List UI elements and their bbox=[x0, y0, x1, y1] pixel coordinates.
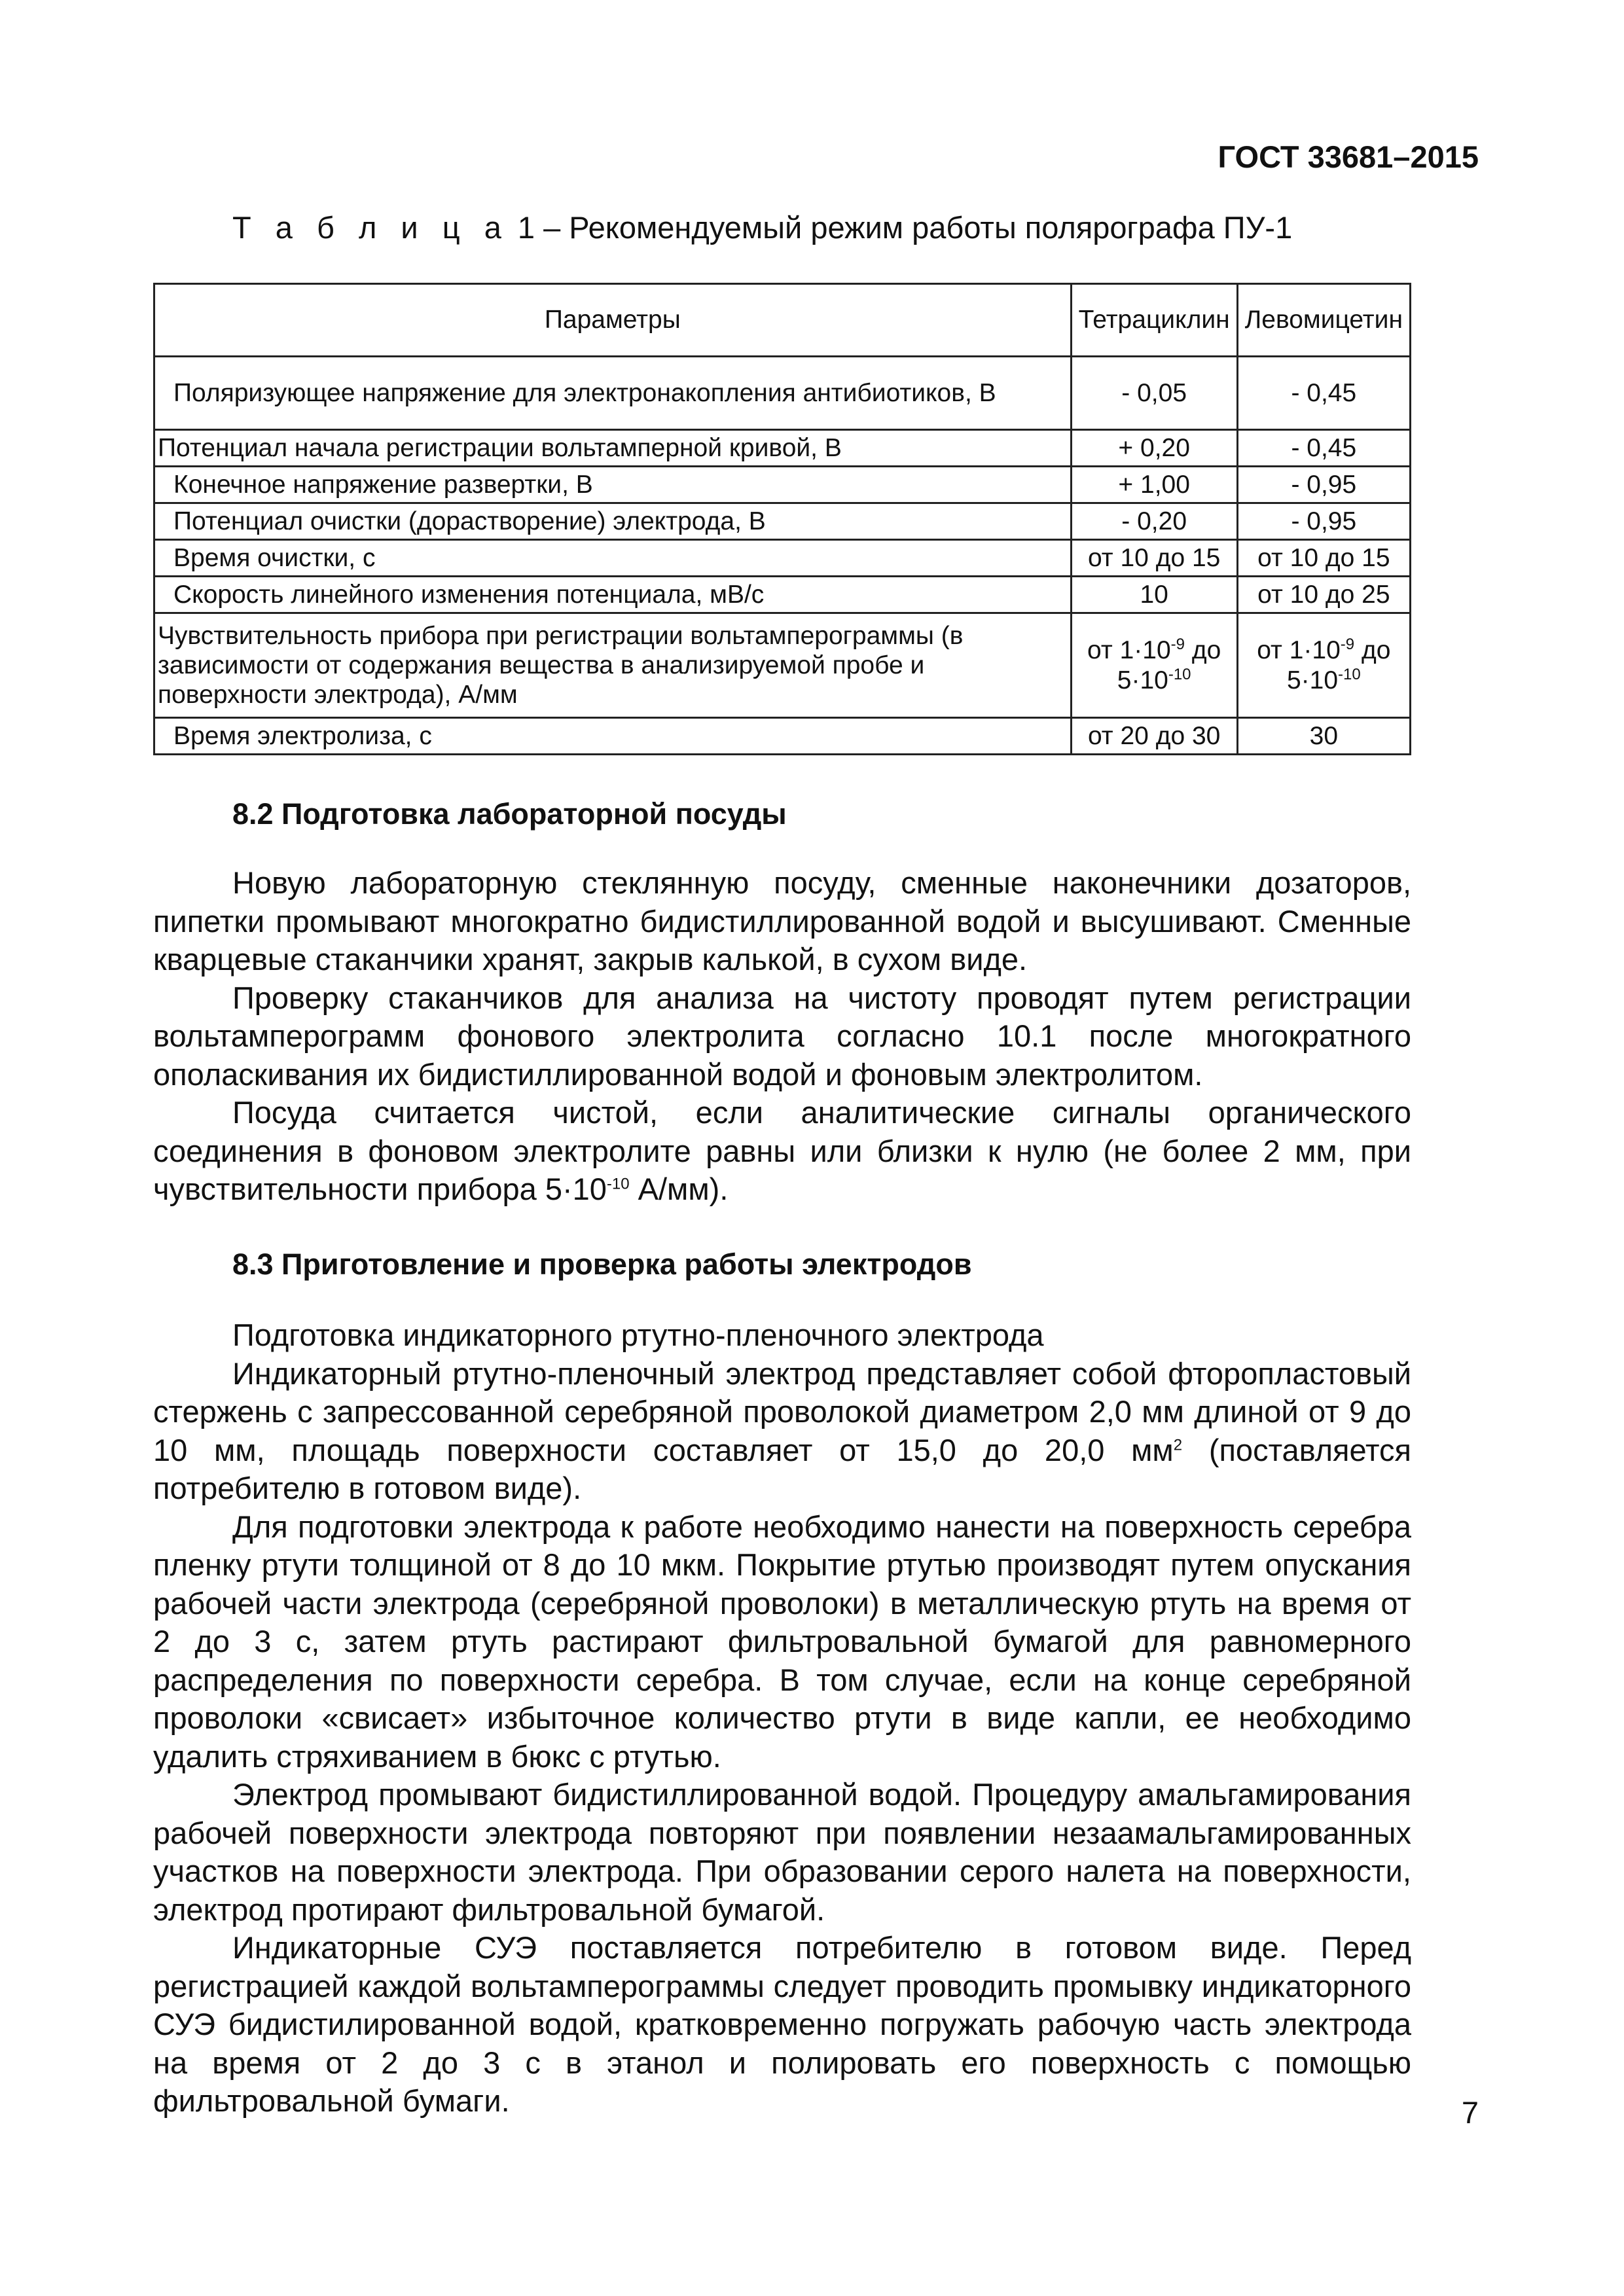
tetracycline-cell: - 0,05 bbox=[1071, 357, 1237, 430]
exponent: 2 bbox=[1173, 1435, 1183, 1454]
value-text: от 1·10 bbox=[1087, 636, 1171, 665]
table-row bbox=[154, 613, 1411, 718]
exponent: -10 bbox=[606, 1175, 630, 1193]
paragraph: Индикаторные СУЭ поставляется потребителю в готовом виде. Перед регистрацией каждой вольтамперограммы следует проводить промывку индикаторного СУЭ бидистилированной водой, кратковременно погружать рабочую часть электрода на время от 2 до 3 с в этанол и полировать его поверхность с помощью фильтровальной бумаги. bbox=[153, 1930, 1411, 2118]
param-cell: Конечное напряжение развертки, В bbox=[154, 467, 1072, 503]
levomycetin-cell: - 0,95 bbox=[1237, 503, 1410, 540]
param-cell: Поляризующее напряжение для электронакопления антибиотиков, В bbox=[154, 357, 1072, 430]
table-caption-text: 1 – Рекомендуемый режим работы полярографа ПУ-1 bbox=[509, 210, 1293, 245]
column-header-params: Параметры bbox=[154, 284, 1072, 357]
section-8-3-body bbox=[153, 1316, 1411, 2121]
tetracycline-cell: + 0,20 bbox=[1071, 430, 1237, 467]
levomycetin-cell: - 0,45 bbox=[1237, 357, 1410, 430]
param-cell: Время электролиза, с bbox=[154, 718, 1072, 755]
table-caption-label: Т а б л и ц а bbox=[232, 210, 509, 245]
tetracycline-cell: от 20 до 30 bbox=[1071, 718, 1237, 755]
value-text: от 1·10 bbox=[1257, 636, 1341, 665]
table-row bbox=[154, 430, 1411, 467]
tetracycline-cell: + 1,00 bbox=[1071, 467, 1237, 503]
table-header-row bbox=[154, 284, 1411, 357]
table-row bbox=[154, 357, 1411, 430]
paragraph-text: Посуда считается чистой, если аналитические сигналы органического соединения в фоновом электролите равны или близки к нулю (не более 2 мм, при чувствительности прибора 5·10 bbox=[153, 1095, 1411, 1206]
parameters-table bbox=[153, 283, 1411, 755]
levomycetin-cell bbox=[1237, 613, 1410, 718]
section-8-2-body bbox=[153, 864, 1411, 1209]
paragraph-text: Индикаторный ртутно-пленочный электрод представляет собой фторопластовый стержень с запрессованной серебряной проволокой диаметром 2,0 мм длиной от 9 до 10 мм, площадь поверхности составляет от 15,0 до 20,0 мм bbox=[153, 1355, 1411, 1467]
paragraph-text: А/мм). bbox=[629, 1172, 729, 1206]
paragraph bbox=[153, 1355, 1411, 1508]
exponent: -10 bbox=[1338, 665, 1361, 683]
exponent: -9 bbox=[1340, 636, 1355, 654]
exponent: -10 bbox=[1168, 665, 1191, 683]
param-cell: Скорость линейного изменения потенциала, мВ/с bbox=[154, 577, 1072, 613]
levomycetin-cell: от 10 до 25 bbox=[1237, 577, 1410, 613]
value-text: до bbox=[1354, 636, 1391, 665]
paragraph: Проверку стаканчиков для анализа на чистоту проводят путем регистрации вольтамперограмм фонового электролита согласно 10.1 после многократного ополаскивания их бидистиллированной водой и фоновым электролитом. bbox=[153, 980, 1411, 1092]
table-caption bbox=[232, 209, 1292, 245]
column-header-levomycetin: Левомицетин bbox=[1237, 284, 1410, 357]
section-heading-8-2: 8.2 Подготовка лабораторной посуды bbox=[232, 797, 787, 831]
tetracycline-cell: - 0,20 bbox=[1071, 503, 1237, 540]
value-text: 5·10 bbox=[1117, 666, 1168, 694]
param-cell: Чувствительность прибора при регистрации вольтамперограммы (в зависимости от содержания вещества в анализируемой пробе и поверхности электрода), А/мм bbox=[154, 613, 1072, 718]
param-cell: Время очистки, с bbox=[154, 540, 1072, 577]
table-row bbox=[154, 718, 1411, 755]
value-text: 5·10 bbox=[1286, 666, 1339, 694]
paragraph bbox=[153, 1094, 1411, 1209]
paragraph: Для подготовки электрода к работе необходимо нанести на поверхность серебра пленку ртути толщиной от 8 до 10 мкм. Покрытие ртутью производят путем опускания рабочей части электрода (серебряной проволоки) в металлическую ртуть на время от 2 до 3 с, затем ртуть растирают фильтровальной бумагой для равномерного распределения по поверхности серебра. В том случае, если на конце серебряной проволоки «свисает» избыточное количество ртути в виде капли, ее необходимо удалить стряхиванием в бюкс с ртутью. bbox=[153, 1509, 1411, 1774]
param-cell: Потенциал очистки (дорастворение) электрода, В bbox=[154, 503, 1072, 540]
paragraph: Новую лабораторную стеклянную посуду, сменные наконечники дозаторов, пипетки промывают многократно бидистиллированной водой и высушивают. Сменные кварцевые стаканчики хранят, закрыв калькой, в сухом виде. bbox=[153, 865, 1411, 977]
paragraph: Электрод промывают бидистиллированной водой. Процедуру амальгамирования рабочей поверхности электрода повторяют при появлении незаамальгамированных участков на поверхности электрода. При образовании серого налета на поверхности, электрод протирают фильтровальной бумагой. bbox=[153, 1777, 1411, 1927]
paragraph-text: (поставляется потребителю в готовом виде). bbox=[153, 1432, 1411, 1505]
levomycetin-cell: 30 bbox=[1237, 718, 1410, 755]
value-text: до bbox=[1184, 636, 1221, 665]
tetracycline-cell bbox=[1071, 613, 1237, 718]
document-standard-id: ГОСТ 33681–2015 bbox=[1218, 139, 1479, 174]
levomycetin-cell: от 10 до 15 bbox=[1237, 540, 1410, 577]
table-row bbox=[154, 577, 1411, 613]
levomycetin-cell: - 0,45 bbox=[1237, 430, 1410, 467]
exponent: -9 bbox=[1170, 636, 1185, 654]
paragraph: Подготовка индикаторного ртутно-пленочного электрода bbox=[232, 1318, 1044, 1352]
tetracycline-cell: 10 bbox=[1071, 577, 1237, 613]
tetracycline-cell: от 10 до 15 bbox=[1071, 540, 1237, 577]
levomycetin-cell: - 0,95 bbox=[1237, 467, 1410, 503]
table-row bbox=[154, 503, 1411, 540]
table-row bbox=[154, 467, 1411, 503]
section-heading-8-3: 8.3 Приготовление и проверка работы электродов bbox=[232, 1247, 972, 1281]
table-row bbox=[154, 540, 1411, 577]
column-header-tetracycline: Тетрациклин bbox=[1071, 284, 1237, 357]
page-number: 7 bbox=[1461, 2095, 1479, 2130]
param-cell: Потенциал начала регистрации вольтамперной кривой, В bbox=[154, 430, 1072, 467]
